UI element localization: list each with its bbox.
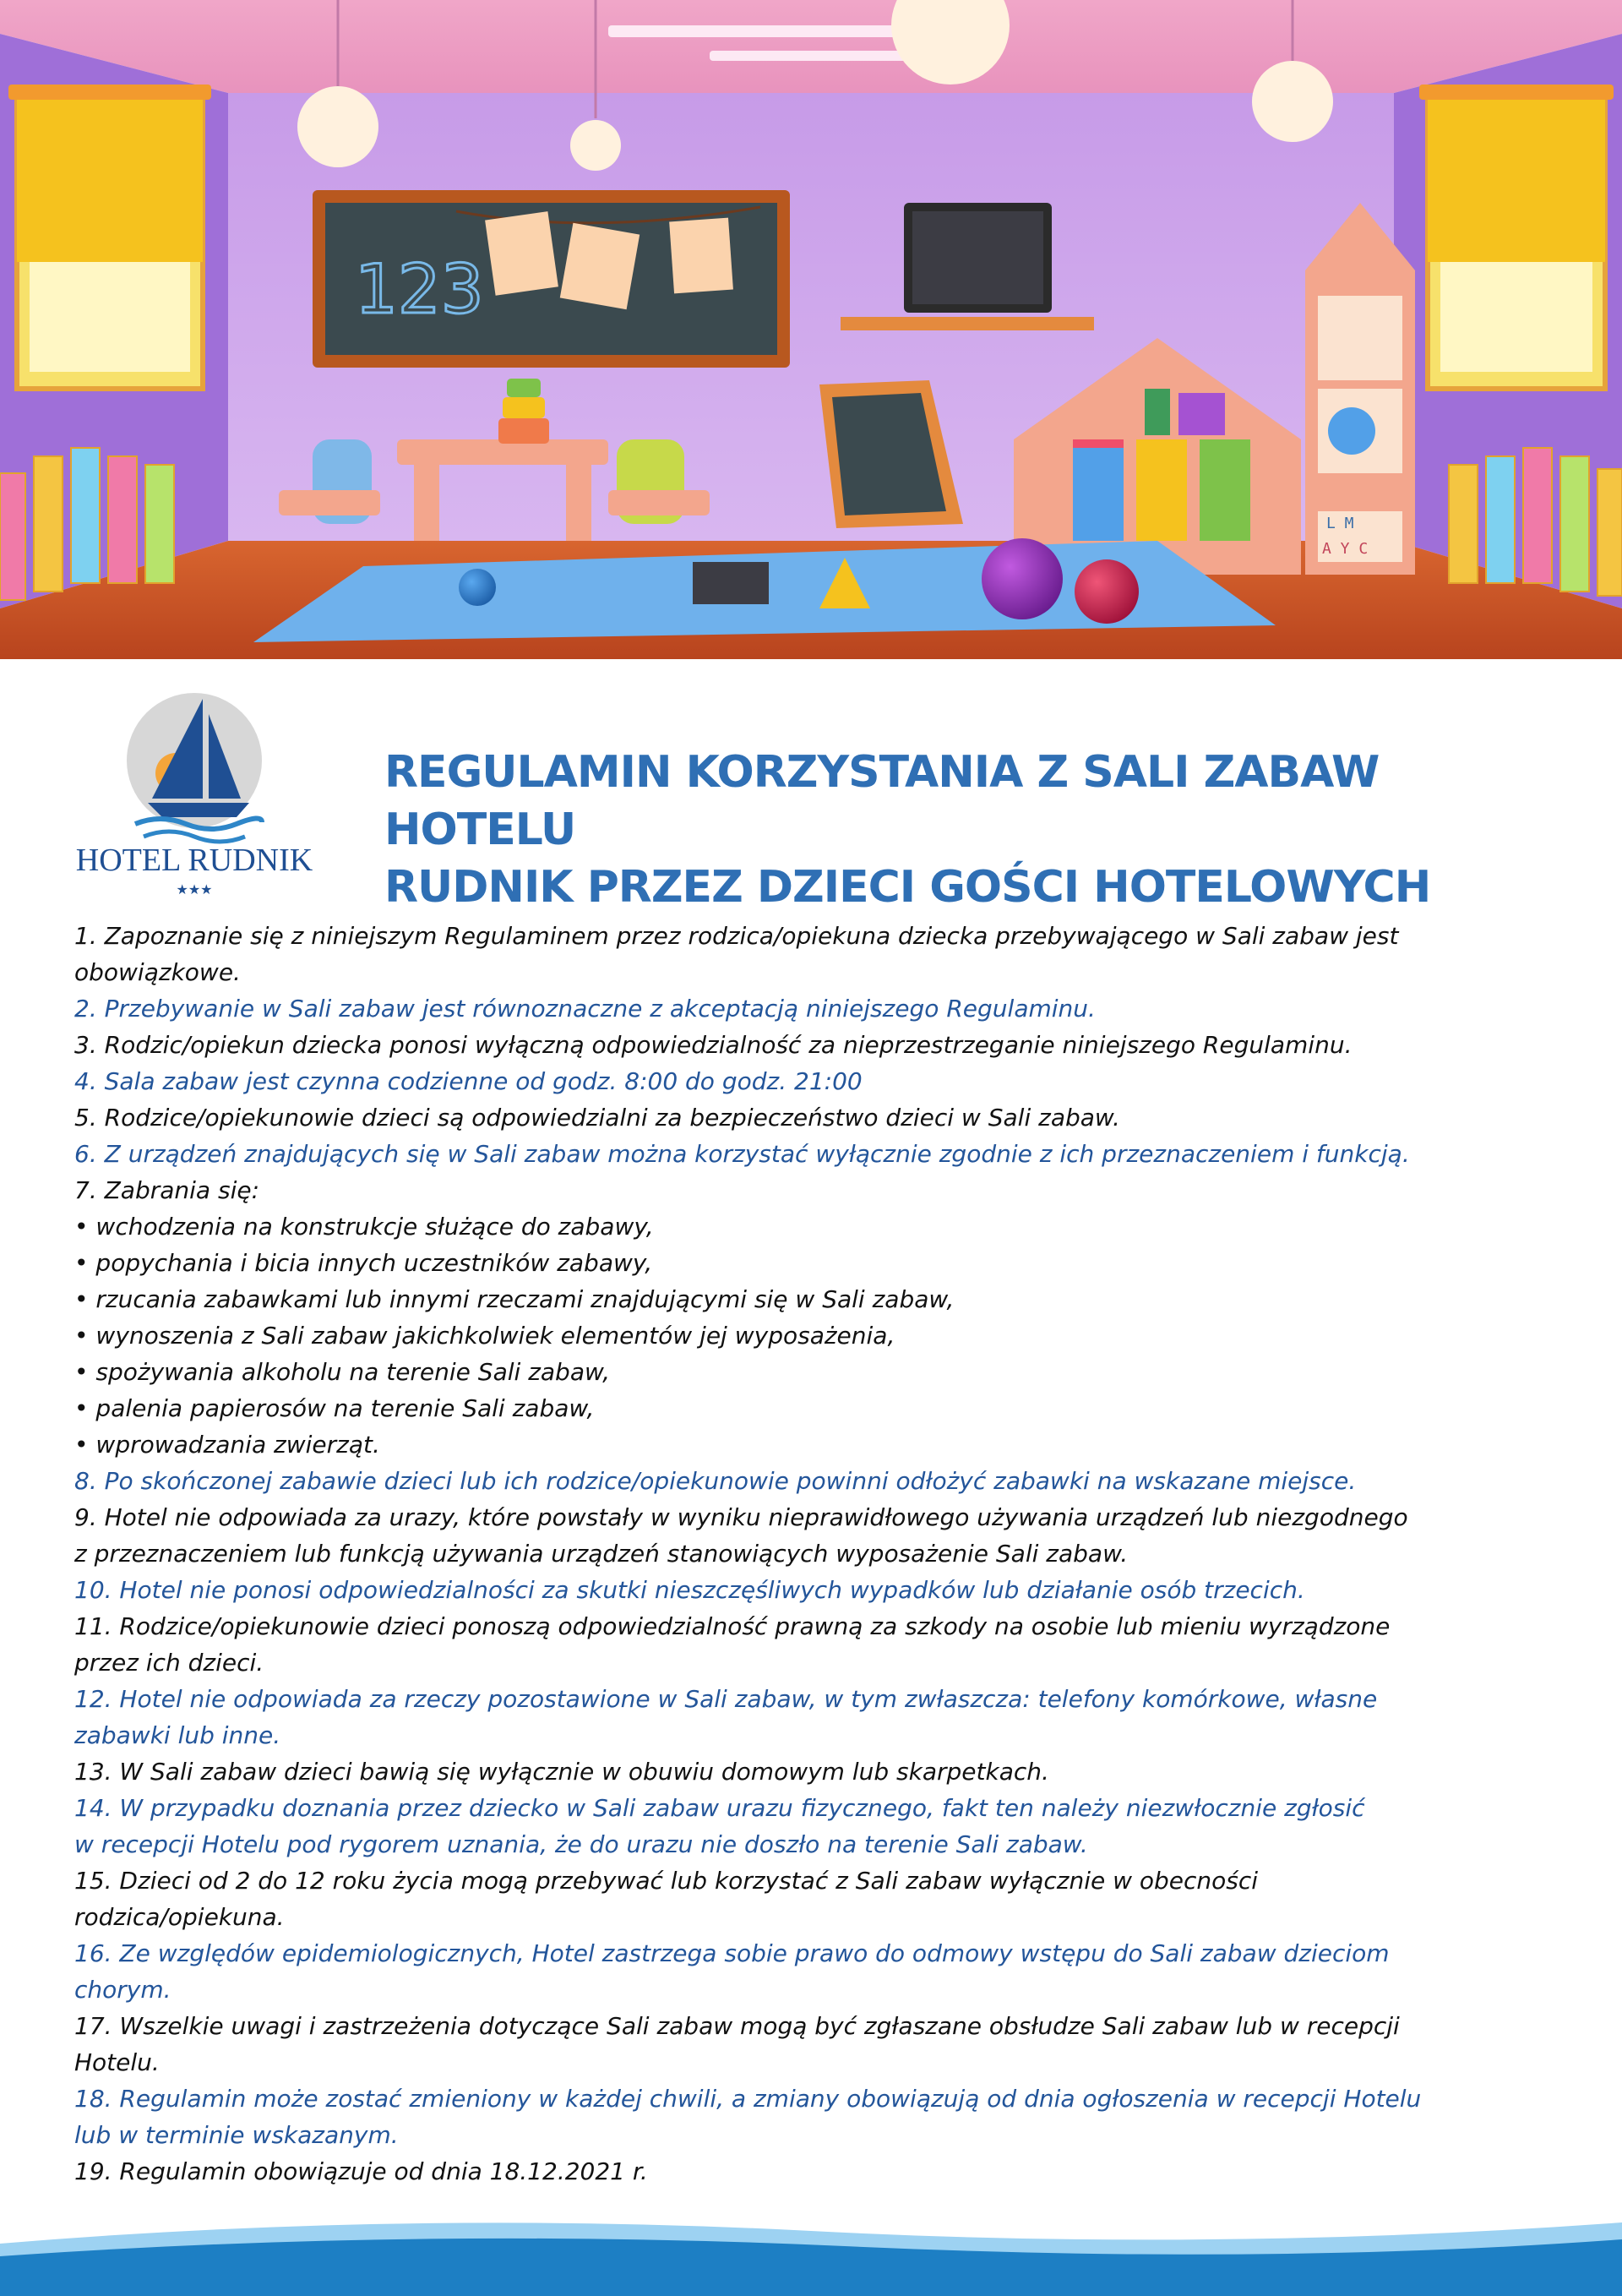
rule-line: 15. Dzieci od 2 do 12 roku życia mogą przebywać lub korzystać z Sali zabaw wyłącznie w obecności: [74, 1867, 1259, 1895]
rule-line: 17. Wszelkie uwagi i zastrzeżenia dotyczące Sali zabaw mogą być zgłaszane obsłudze Sali zabaw lub w recepcji: [74, 2012, 1400, 2040]
rule-line: 5. Rodzice/opiekunowie dzieci są odpowiedzialni za bezpieczeństwo dzieci w Sali zabaw.: [74, 1104, 1120, 1132]
rule-line: 18. Regulamin może zostać zmieniony w każdej chwili, a zmiany obowiązują od dnia ogłoszenia w recepcji Hotelu: [74, 2085, 1422, 2113]
rule-line: obowiązkowe.: [74, 958, 241, 986]
rule-line: 16. Ze względów epidemiologicznych, Hotel zastrzega sobie prawo do odmowy wstępu do Sali zabaw dzieciom: [74, 1939, 1390, 1967]
rule-line: 8. Po skończonej zabawie dzieci lub ich rodzice/opiekunowie powinni odłożyć zabawki na wskazane miejsce.: [74, 1467, 1357, 1495]
rule-line: • popychania i bicia innych uczestników zabawy,: [74, 1249, 653, 1277]
svg-text:A Y C: A Y C: [1322, 540, 1369, 558]
svg-text:L M: L M: [1326, 515, 1354, 532]
rule-line: • palenia papierosów na terenie Sali zabaw,: [74, 1394, 595, 1422]
logo-stars: ★★★: [176, 881, 213, 897]
rule-line: 6. Z urządzeń znajdujących się w Sali zabaw można korzystać wyłącznie zgodnie z ich przeznaczeniem i funkcją.: [74, 1140, 1410, 1168]
page-title-line-1: REGULAMIN KORZYSTANIA Z SALI ZABAW HOTELU: [384, 747, 1380, 855]
rule-line: w recepcji Hotelu pod rygorem uznania, że do urazu nie doszło na terenie Sali zabaw.: [74, 1830, 1088, 1858]
rule-line: 4. Sala zabaw jest czynna codzienne od godz. 8:00 do godz. 21:00: [74, 1067, 863, 1095]
footer-wave: [0, 2206, 1622, 2296]
hotel-logo: [68, 689, 321, 900]
rule-line: 7. Zabrania się:: [74, 1176, 260, 1204]
svg-text:123: 123: [355, 250, 484, 329]
rule-line: 9. Hotel nie odpowiada za urazy, które powstały w wyniku nieprawidłowego używania urządzeń lub niezgodnego: [74, 1503, 1408, 1531]
playroom-illustration: [0, 0, 1622, 659]
rule-line: 14. W przypadku doznania przez dziecko w Sali zabaw urazu fizycznego, fakt ten należy niezwłocznie zgłosić: [74, 1794, 1365, 1822]
rule-line: 13. W Sali zabaw dzieci bawią się wyłącznie w obuwiu domowym lub skarpetkach.: [74, 1758, 1049, 1786]
rule-line: przez ich dzieci.: [74, 1649, 264, 1677]
rule-line: • wchodzenia na konstrukcje służące do zabawy,: [74, 1213, 654, 1241]
rule-line: 1. Zapoznanie się z niniejszym Regulaminem przez rodzica/opiekuna dziecka przebywającego w Sali zabaw jest: [74, 922, 1399, 950]
rule-line: • wprowadzania zwierząt.: [74, 1431, 380, 1459]
logo-name: HOTEL RUDNIK: [75, 843, 313, 878]
rule-line: 10. Hotel nie ponosi odpowiedzialności za skutki nieszczęśliwych wypadków lub działanie osób trzecich.: [74, 1576, 1305, 1604]
rule-line: 12. Hotel nie odpowiada za rzeczy pozostawione w Sali zabaw, w tym zwłaszcza: telefony komórkowe, własne: [74, 1685, 1378, 1713]
rule-line: • spożywania alkoholu na terenie Sali zabaw,: [74, 1358, 610, 1386]
rule-line: z przeznaczeniem lub funkcją używania urządzeń stanowiących wyposażenie Sali zabaw.: [74, 1540, 1129, 1568]
rule-line: zabawki lub inne.: [74, 1721, 281, 1749]
rule-line: • rzucania zabawkami lub innymi rzeczami znajdującymi się w Sali zabaw,: [74, 1285, 955, 1313]
rule-line: 11. Rodzice/opiekunowie dzieci ponoszą odpowiedzialność prawną za szkody na osobie lub mieniu wyrządzone: [74, 1612, 1391, 1640]
rule-line: • wynoszenia z Sali zabaw jakichkolwiek elementów jej wyposażenia,: [74, 1322, 895, 1350]
rule-line: Hotelu.: [74, 2048, 160, 2076]
rules-list: [74, 918, 1561, 2190]
rule-line: 3. Rodzic/opiekun dziecka ponosi wyłączną odpowiedzialność za nieprzestrzeganie niniejszego Regulaminu.: [74, 1031, 1353, 1059]
page-title: [384, 744, 1584, 916]
rule-line: chorym.: [74, 1976, 171, 2004]
page-title-line-2: RUDNIK PRZEZ DZIECI GOŚCI HOTELOWYCH: [384, 862, 1431, 913]
rule-line: lub w terminie wskazanym.: [74, 2121, 399, 2149]
rule-line: 19. Regulamin obowiązuje od dnia 18.12.2021 r.: [74, 2157, 648, 2185]
rule-line: 2. Przebywanie w Sali zabaw jest równoznaczne z akceptacją niniejszego Regulaminu.: [74, 995, 1096, 1023]
rule-line: rodzica/opiekuna.: [74, 1903, 285, 1931]
